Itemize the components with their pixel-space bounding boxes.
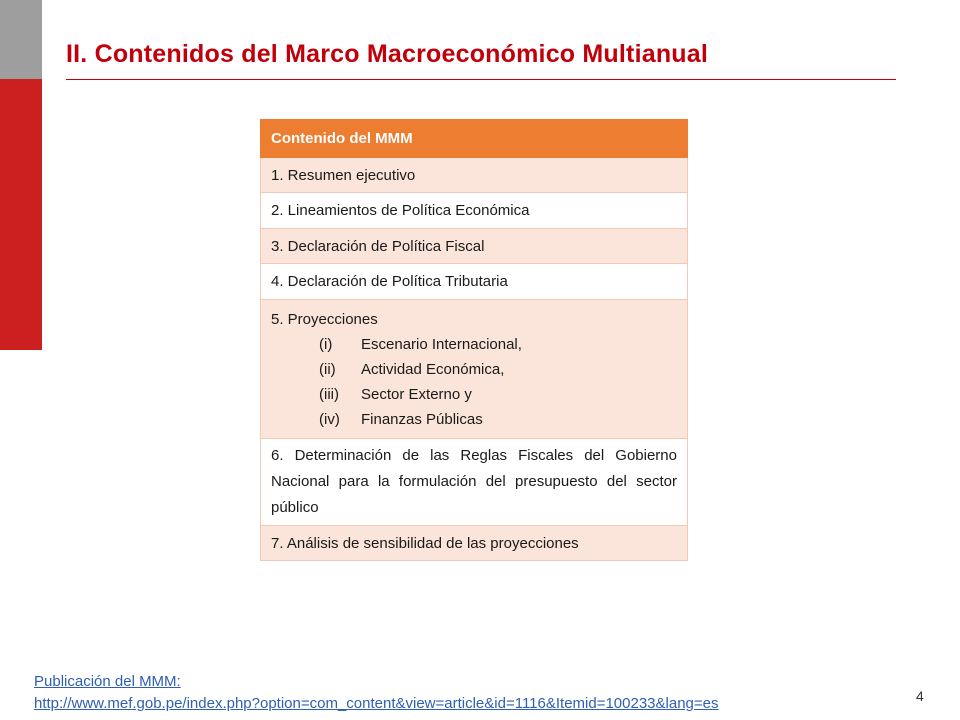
item-text: Finanzas Públicas bbox=[361, 410, 483, 428]
row-resumen: 1. Resumen ejecutivo bbox=[261, 158, 688, 193]
proyecciones-title: 5. Proyecciones bbox=[271, 310, 378, 328]
item-text: Actividad Económica, bbox=[361, 360, 505, 378]
footer-links bbox=[34, 671, 719, 715]
row-lineamientos: 2. Lineamientos de Política Económica bbox=[261, 193, 688, 229]
page-number: 4 bbox=[916, 688, 924, 704]
item-text: Escenario Internacional, bbox=[361, 335, 522, 353]
publication-link-label[interactable]: Publicación del MMM: bbox=[34, 673, 181, 690]
publication-link-url[interactable]: http://www.mef.gob.pe/index.php?option=com_content&view=article&id=1116&Itemid=100233&lang=es bbox=[34, 695, 719, 712]
item-number: (ii) bbox=[319, 360, 336, 378]
title-underline bbox=[66, 79, 896, 80]
row-proyecciones bbox=[261, 300, 688, 439]
row-politica-fiscal: 3. Declaración de Política Fiscal bbox=[261, 229, 688, 264]
proyecciones-list bbox=[271, 332, 677, 432]
row-politica-tributaria: 4. Declaración de Política Tributaria bbox=[261, 264, 688, 300]
contents-table bbox=[260, 119, 688, 561]
table-header: Contenido del MMM bbox=[261, 120, 688, 158]
table-row bbox=[261, 193, 688, 229]
decor-bar-red bbox=[0, 79, 42, 350]
row-sensibilidad: 7. Análisis de sensibilidad de las proyecciones bbox=[261, 526, 688, 561]
table-header-row bbox=[261, 120, 688, 158]
item-number: (iv) bbox=[319, 410, 340, 428]
table-row bbox=[261, 526, 688, 561]
item-text: Sector Externo y bbox=[361, 385, 472, 403]
slide-title: II. Contenidos del Marco Macroeconómico Multianual bbox=[66, 40, 709, 68]
decor-bar-gray bbox=[0, 0, 42, 79]
table-row bbox=[261, 439, 688, 526]
list-item bbox=[271, 332, 677, 357]
row-reglas-fiscales: 6. Determinación de las Reglas Fiscales del Gobierno Nacional para la formulación del presupuesto del sector público bbox=[261, 439, 688, 526]
table-row bbox=[261, 264, 688, 300]
table-row bbox=[261, 229, 688, 264]
item-number: (iii) bbox=[319, 385, 339, 403]
list-item bbox=[271, 382, 677, 407]
list-item bbox=[271, 407, 677, 432]
table-row bbox=[261, 300, 688, 439]
list-item bbox=[271, 357, 677, 382]
item-number: (i) bbox=[319, 335, 333, 353]
table-row bbox=[261, 158, 688, 193]
